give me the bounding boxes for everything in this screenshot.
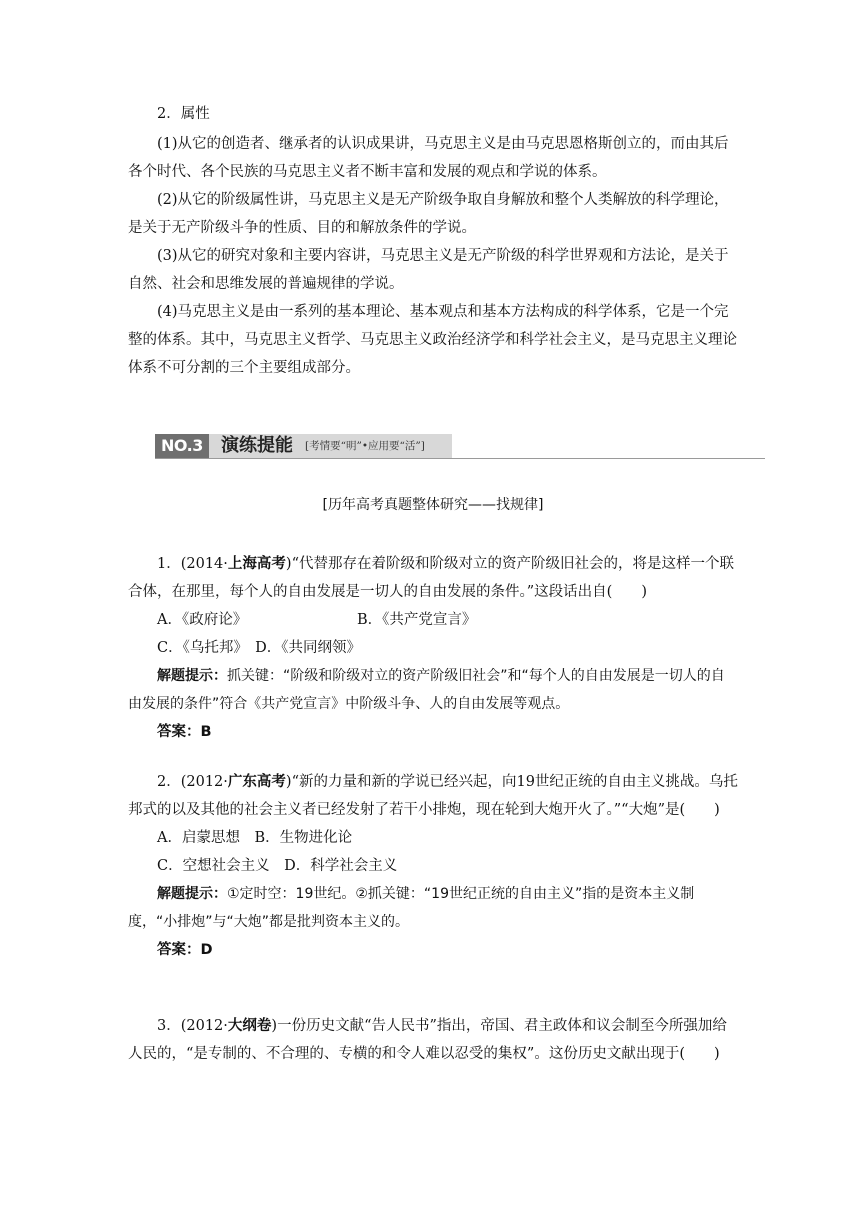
question-1 (128, 550, 738, 746)
question-1-source: 上海高考 (227, 556, 286, 572)
attribute-paragraph-1: (1)从它的创造者、继承者的认识成果讲，马克思主义是由马克思恩格斯创立的，而由其后各个时代、各个民族的马克思主义者不断丰富和发展的观点和学说的体系。 (128, 136, 729, 180)
question-1-number: 1．(2014· (157, 556, 228, 572)
question-1-stem (128, 550, 738, 606)
question-1-option-a: A．《政府论》 (157, 612, 248, 628)
question-1-hint-text: 抓关键：“阶级和阶级对立的资产阶级旧社会”和“每个人的自由发展是一切人的自由发展的条件”符合《共产党宣言》中阶级斗争、人的自由发展等观点。 (128, 668, 725, 712)
question-3-number: 3．(2012· (157, 1018, 228, 1034)
question-2-hint-label: 解题提示： (157, 886, 227, 902)
question-1-option-cd: C．《乌托邦》 D．《共同纲领》 (157, 640, 361, 656)
question-1-option-row-1 (157, 606, 738, 634)
question-2-options (128, 824, 738, 880)
question-2-source: 广东高考 (227, 774, 286, 790)
banner-number: NO.3 (155, 434, 209, 458)
question-1-answer: 答案：B (157, 724, 212, 740)
question-2-number: 2．(2012· (157, 774, 228, 790)
subheading: [历年高考真题整体研究——找规律] (322, 497, 544, 513)
section-banner (155, 431, 765, 459)
question-1-hint-label: 解题提示： (157, 668, 227, 684)
question-1-option-row-2 (157, 634, 738, 662)
question-1-stem-text: )“代替那存在着阶级和阶级对立的资产阶级旧社会的，将是这样一个联合体，在那里，每个人的自由发展是一切人的自由发展的条件。”这段话出自( ) (128, 556, 734, 600)
banner-subtitle: [考情要“明”•应用要“活”] (305, 440, 425, 452)
question-2 (128, 768, 738, 964)
question-3-stem (128, 1012, 738, 1068)
question-2-answer: 答案：D (157, 942, 213, 958)
question-2-option-cd: C．空想社会主义 D．科学社会主义 (157, 858, 398, 874)
section-title-block (128, 100, 738, 128)
question-1-options (128, 606, 738, 662)
question-2-stem (128, 768, 738, 824)
question-1-option-b: B．《共产党宣言》 (357, 612, 477, 628)
question-1-hint (128, 662, 738, 718)
attribute-paragraph-3: (3)从它的研究对象和主要内容讲，马克思主义是无产阶级的科学世界观和方法论，是关于自然、社会和思维发展的普遍规律的学说。 (128, 248, 729, 292)
question-2-stem-text: )“新的力量和新的学说已经兴起，向19世纪正统的自由主义挑战。乌托邦式的以及其他的社会主义者已经发射了若干小排炮，现在轮到大炮开火了。”“大炮”是( ) (128, 774, 738, 818)
attribute-paragraph-4: (4)马克思主义是由一系列的基本理论、基本观点和基本方法构成的科学体系，它是一个完整的体系。其中，马克思主义哲学、马克思主义政治经济学和科学社会主义，是马克思主义理论体系不可分割的三个主要组成部分。 (128, 304, 737, 376)
question-3-source: 大纲卷 (227, 1018, 272, 1034)
question-2-hint (128, 880, 738, 936)
question-2-hint-text: ①定时空：19世纪。②抓关键：“19世纪正统的自由主义”指的是资本主义制度，“小排炮”与“大炮”都是批判资本主义的。 (128, 886, 695, 930)
question-2-option-ab: A．启蒙思想 B．生物进化论 (157, 830, 353, 846)
section-title: 2．属性 (157, 106, 210, 122)
banner-title: 演练提能 (221, 435, 293, 456)
question-3-stem-text: )一份历史文献“告人民书”指出，帝国、君主政体和议会制至今所强加给人民的，“是专制的、不合理的、专横的和令人难以忍受的集权”。这份历史文献出现于( ) (128, 1018, 727, 1062)
attribute-paragraphs (128, 130, 738, 382)
banner-divider (155, 458, 765, 459)
question-3 (128, 1012, 738, 1068)
attribute-paragraph-2: (2)从它的阶级属性讲，马克思主义是无产阶级争取自身解放和整个人类解放的科学理论，是关于无产阶级斗争的性质、目的和解放条件的学说。 (128, 192, 729, 236)
